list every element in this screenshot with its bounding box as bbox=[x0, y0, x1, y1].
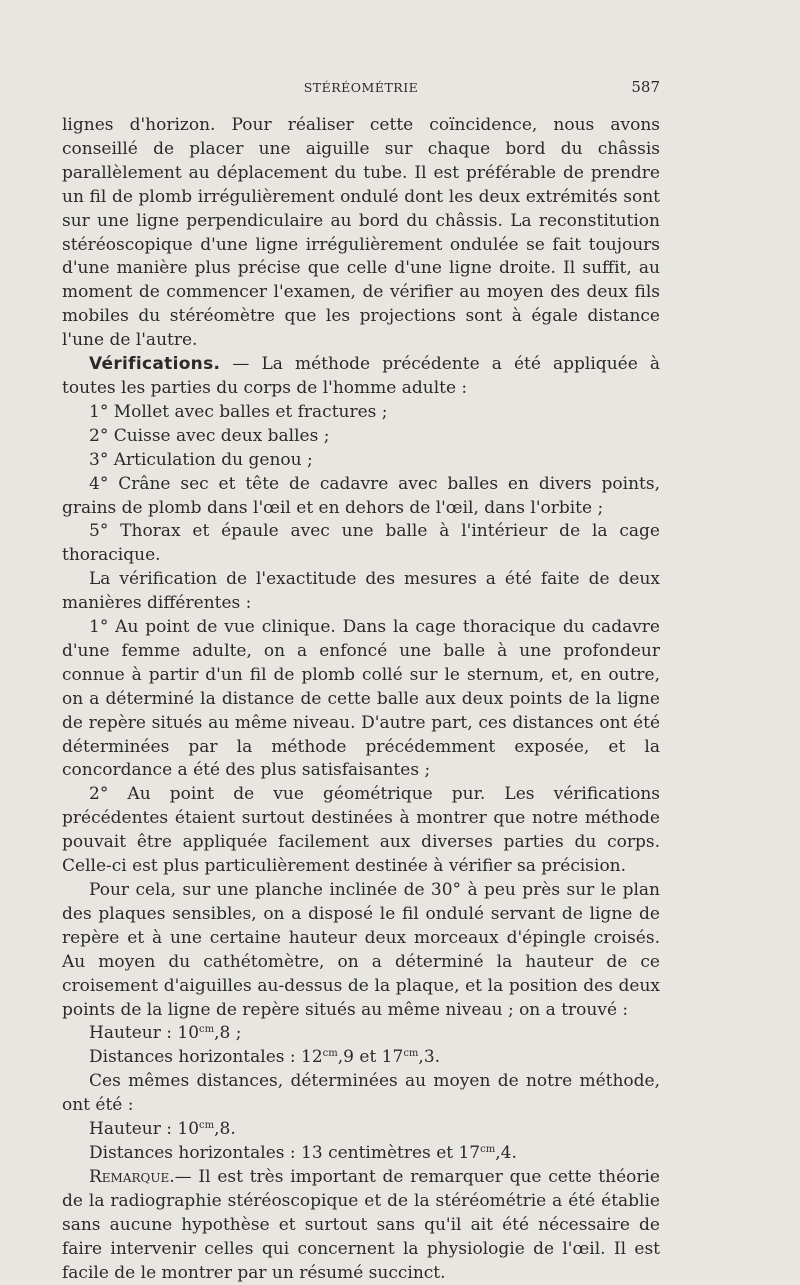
list-item: 2° Cuisse avec deux balles ; bbox=[89, 425, 330, 446]
list-item: 5° Thorax et épaule avec une balle à l'intérieur de la cage thoracique. bbox=[62, 521, 660, 566]
measurement-line: Hauteur : $10^{cm},8$. bbox=[89, 1119, 236, 1140]
running-title: STÉRÉOMÉTRIE bbox=[303, 80, 419, 95]
measurement-line: Distances horizontales : 13 centimètres et $17^{cm},4$. bbox=[89, 1142, 517, 1163]
paragraph: Vérifications. — La méthode précédente a été appliquée à toutes les parties du corps de l'homme adulte : bbox=[62, 354, 660, 398]
page-body bbox=[62, 114, 660, 1285]
list-item: 1° Mollet avec balles et fractures ; bbox=[89, 401, 388, 422]
list-item: 4° Crâne sec et tête de cadavre avec balles en divers points, grains de plomb dans l'œil et en dehors de l'œil, dans l'orbite ; bbox=[62, 473, 660, 518]
page-number: 587 bbox=[631, 78, 660, 96]
section-lead: Vérifications. bbox=[89, 354, 221, 375]
measurement-line: Hauteur : $10^{cm},8$ ; bbox=[89, 1023, 242, 1044]
paragraph: La vérification de l'exactitude des mesures a été faite de deux manières différentes : bbox=[62, 569, 660, 614]
paragraph: Pour cela, sur une planche inclinée de 30° à peu près sur le plan des plaques sensibles, on a disposé le fil ondulé servant de ligne de repère et à une certaine hauteur deux morceaux d'épingle croisés. Au moyen du cathétomètre, on a déterminé la hauteur de ce croisement d'aiguilles au-dessus de la plaque, et la position des deux points de la ligne de repère situés au même niveau ; on a trouvé : bbox=[62, 880, 660, 1020]
list-item: 3° Articulation du genou ; bbox=[89, 449, 313, 470]
paragraph: 2° Au point de vue géométrique pur. Les vérifications précédentes étaient surtout destinées à montrer que notre méthode pouvait être appliquée facilement aux diverses parties du corps. Celle-ci est plus particulièrement destinée à vérifier sa précision. bbox=[62, 784, 660, 877]
page-header bbox=[62, 78, 660, 100]
paragraph: Ces mêmes distances, déterminées au moyen de notre méthode, ont été : bbox=[62, 1071, 660, 1116]
measurement-line: Distances horizontales : $12^{cm},9$ et $17^{cm},3$. bbox=[89, 1047, 441, 1068]
remark-lead: Remarque. bbox=[89, 1166, 175, 1187]
paragraph: lignes d'horizon. Pour réaliser cette coïncidence, nous avons conseillé de placer une aiguille sur chaque bord du châssis parallèlement au déplacement du tube. Il est préférable de prendre un fil de plomb irrégulièrement ondulé dont les deux extrémités sont sur une ligne perpendiculaire au bord du châssis. La reconstitution stéréoscopique d'une ligne irrégulièrement ondulée se fait toujours d'une manière plus précise que celle d'une ligne droite. Il suffit, au moment de commencer l'examen, de vérifier au moyen des deux fils mobiles du stéréomètre que les projections sont à égale distance l'une de l'autre. bbox=[62, 115, 660, 351]
paragraph: 1° Au point de vue clinique. Dans la cage thoracique du cadavre d'une femme adulte, on a enfoncé une balle à une profondeur connue à partir d'un fil de plomb collé sur le sternum, et, en outre, on a déterminé la distance de cette balle aux deux points de la ligne de repère situés au même niveau. D'autre part, ces distances ont été déterminées par la méthode précédemment exposée, et la concordance a été des plus satisfaisantes ; bbox=[62, 617, 660, 781]
paragraph: Remarque.— Il est très important de remarquer que cette théorie de la radiographie stéréoscopique et de la stéréométrie a été établie sans aucune hypothèse et surtout sans qu'il ait été nécessaire de faire intervenir celles qui concernent la physiologie de l'œil. Il est facile de le montrer par un résumé succinct. bbox=[62, 1166, 660, 1283]
